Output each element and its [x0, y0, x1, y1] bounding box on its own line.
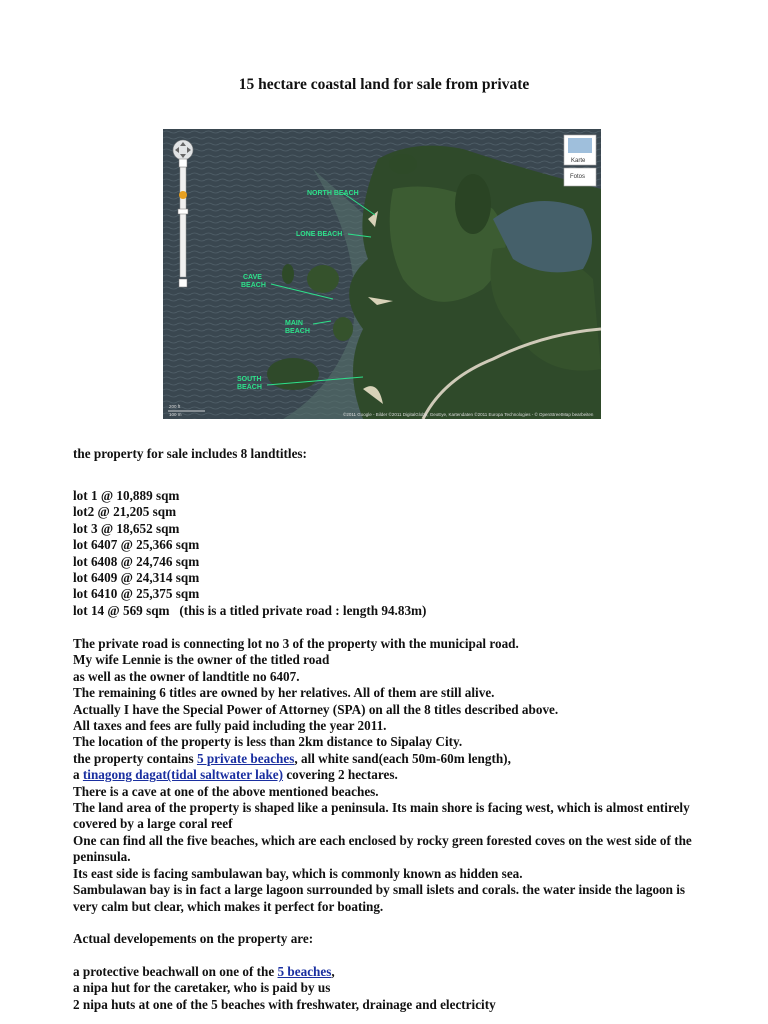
intro-line: the property for sale includes 8 landtitles:: [73, 446, 307, 461]
page-title: 15 hectare coastal land for sale from private: [238, 76, 530, 93]
pan-control[interactable]: [173, 140, 193, 160]
svg-text:200 ft: 200 ft: [169, 404, 181, 409]
lot-item: lot 1 @ 10,889 sqm: [73, 488, 180, 503]
five-beaches-link[interactable]: 5 beaches: [277, 963, 332, 979]
lot-item: lot 6408 @ 24,746 sqm: [73, 553, 200, 569]
zoom-in-button: [179, 159, 187, 167]
satellite-image: [163, 129, 601, 419]
map-label-south-beach-2: BEACH: [237, 384, 262, 391]
developments-section: Actual developements on the property are: a protective beachwall on one of the 5 beaches, a nipa hut for the caretaker, who is paid by us 2 nipa huts at one of the 5 beaches with freshwater, drainage and electricity: [73, 931, 698, 1013]
map-label-lone-beach: LONE BEACH: [296, 231, 343, 238]
lot-item: lot 6407 @ 25,366 sqm: [73, 537, 200, 553]
map-label-main-beach-2: BEACH: [285, 328, 310, 335]
lot-item: lot 6410 @ 25,375 sqm: [73, 586, 200, 602]
lot-list: [73, 488, 698, 619]
photo-button-label[interactable]: Fotos: [570, 174, 586, 180]
private-beaches-link[interactable]: 5 private beaches: [196, 750, 295, 766]
zoom-out-button: [179, 279, 187, 287]
satellite-map[interactable]: [163, 129, 601, 419]
lot-item: lot 14 @ 569 sqm (this is a titled private road : length 94.83m): [73, 602, 427, 618]
map-button-label[interactable]: Karte: [571, 158, 586, 164]
map-label-main-beach-1: MAIN: [285, 320, 303, 327]
map-label-south-beach-1: SOUTH: [237, 376, 262, 383]
property-description: The private road is connecting lot no 3 of the property with the municipal road. My wife Lennie is the owner of the titled road as well as the owner of landtitle no 6407. The remaining 6 titles are owned by her relatives. All of them are still alive. Actually I have the Special Power of Attorney (SPA) on all the 8 titles described above. All taxes and fees are fully paid including the year 2011. The location of the property is less than 2km distance to Sipalay City. the property contains 5 private beaches, all white sand(each 50m-60m length), a tinagong dagat(tidal saltwater lake) covering 2 hectares. There is a cave at one of the above mentioned beaches. The land area of the property is shaped like a peninsula. Its main shore is facing west, which is almost entirely covered by a large coral reef One can find all the five beaches, which are each enclosed by rocky green forested coves on the west side of the peninsula. Its east side is facing sambulawan bay, which is commonly known as hidden sea. Sambulawan bay is in fact a large lagoon surrounded by small islets and corals. the water inside the lagoon is very calm but clear, which makes it perfect for boating.: [73, 636, 692, 914]
lot-item: lot2 @ 21,205 sqm: [73, 504, 177, 520]
map-label-cave-beach-1: CAVE: [243, 274, 262, 281]
lot-item: lot 6409 @ 24,314 sqm: [73, 570, 200, 586]
map-label-cave-beach-2: BEACH: [241, 282, 266, 289]
developments-heading: Actual developements on the property are:: [73, 931, 314, 946]
lot-item: lot 3 @ 18,652 sqm: [73, 520, 180, 536]
svg-text:100 m: 100 m: [169, 412, 182, 417]
pegman-icon[interactable]: [179, 191, 187, 199]
map-type-buttons[interactable]: [564, 135, 596, 186]
tidal-lake-link[interactable]: tinagong dagat(tidal saltwater lake): [82, 767, 284, 783]
map-copyright: ©2011 Google - Bilder ©2011 DigitalGlobe, GeoEye, Kartendaten ©2011 Europa Technologies - © OpenStreetMap bearbeiten: [343, 412, 594, 417]
map-label-north-beach: NORTH BEACH: [307, 190, 359, 197]
